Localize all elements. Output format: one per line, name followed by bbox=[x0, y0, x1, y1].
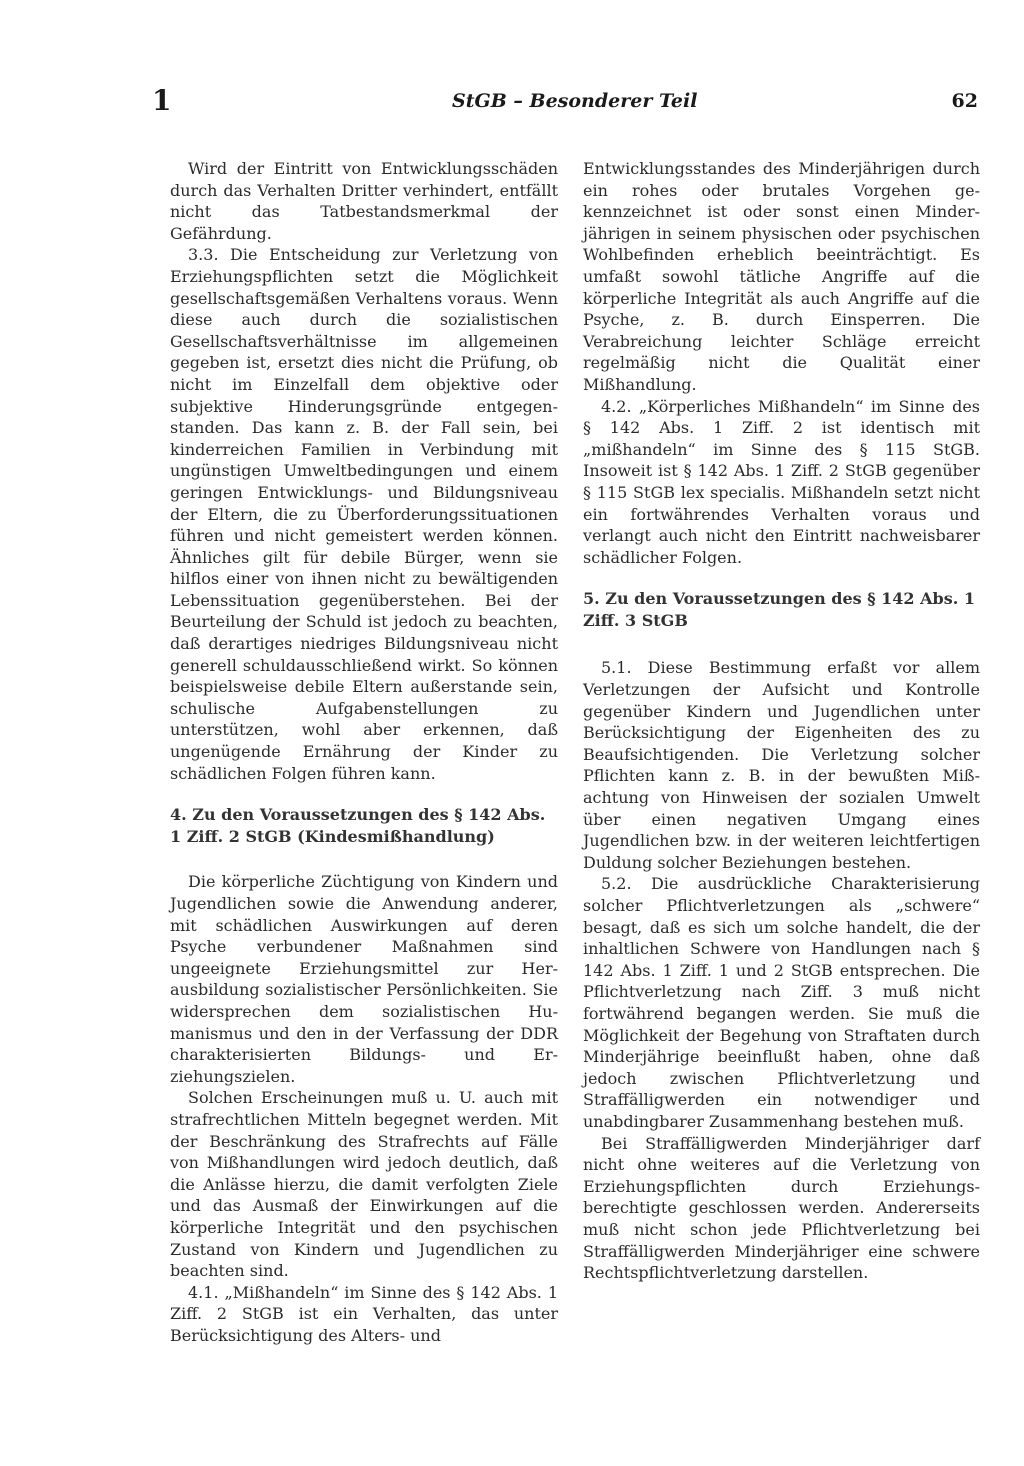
page-header bbox=[152, 84, 978, 124]
paragraph-5-2: 5.2. Die ausdrückliche Charakterisierung solcher Pflichtverletzungen als „schwere“ besagt, daß es sich um solche handelt, die der inhaltlichen Schwere von Handlungen nach § 142 Abs. 1 Ziff. 1 und 2 StGB entsprechen. Die Pflichtverletzung nach Ziff. 3 muß nicht fortwährend begangen werden. Sie muß die Möglichkeit der Begehung von Straftaten durch Minderjährige beeinflußt haben, ohne daß jedoch zwischen Pflichtverletzung und Straffälligwerden ein notwendiger und unabdingbarer Zusammenhang bestehen muß. bbox=[583, 874, 980, 1131]
paragraph-continued: Entwicklungsstandes des Minderjährigen durch ein rohes oder brutales Vorgehen gekennzeichnet ist oder sonst einen Minderjährigen in seinem physischen oder psychischen Wohlbefinden erheblich beeinträchtigt. Es umfaßt sowohl tätliche Angriffe auf die körperliche Integrität als auch Angriffe auf die Psyche, z. B. durch Einsperren. Die Verabreichung leichter Schläge erreicht regelmäßig nicht die Qualität einer Mißhandlung. bbox=[583, 159, 980, 394]
paragraph-4-2: 4.2. „Körperliches Mißhandeln“ im Sinne des § 142 Abs. 1 Ziff. 2 ist identisch mit „mißhandeln“ im Sinne des § 115 StGB. Insoweit ist § 142 Abs. 1 Ziff. 2 StGB gegenüber § 115 StGB lex specialis. Mißhandeln setzt nicht ein fortwährendes Verhalten voraus und verlangt auch nicht den Eintritt nachweisbarer schädlicher Folgen. bbox=[583, 396, 980, 567]
section-heading-4: 4. Zu den Voraussetzungen des § 142 Abs. 1 Ziff. 2 StGB (Kindesmißhandlung) bbox=[170, 805, 546, 846]
paragraph: Solchen Erscheinungen muß u. U. auch mit strafrechtlichen Mitteln begegnet werden. Mit der Beschränkung des Strafrechts auf Fälle von Mißhandlungen wird jedoch deutlich, daß die Anlässe hierzu, die damit verfolgten Ziele und das Ausmaß der Einwirkungen auf die körperliche Integrität und den psychischen Zustand von Kindern und Jugendlichen zu beachten sind. bbox=[170, 1088, 558, 1281]
left-column bbox=[170, 158, 558, 1346]
paragraph: Die körperliche Züchtigung von Kindern und Jugendlichen sowie die Anwendung anderer, mit schädlichen Auswirkungen auf deren Psyche verbundener Maßnahmen sind ungeeignete Erziehungsmittel zur Herausbildung sozialistischer Persönlichkeiten. Sie widersprechen dem sozialistischen Humanismus und den in der Verfassung der DDR charakterisierten Bildungs- und Erziehungszielen. bbox=[170, 872, 558, 1086]
paragraph-3-3: 3.3. Die Entscheidung zur Verletzung von Erziehungspflichten setzt die Möglichkeit gesellschaftsgemäßen Verhaltens voraus. Wenn diese auch durch die sozialistischen Gesellschaftsverhältnisse im allgemeinen gegeben ist, ersetzt dies nicht die Prüfung, ob nicht im Einzelfall dem objektive oder subjektive Hinderungsgründe entgegenstanden. Das kann z. B. der Fall sein, bei kinderreichen Familien in Verbindung mit ungünstigen Umweltbedingungen und einem geringen Entwicklungs- und Bildungsniveau der Eltern, die zu Überforderungssituationen führen und nicht gemeistert werden können. Ähnliches gilt für debile Bürger, wenn sie hilflos einer von ihnen nicht zu bewältigenden Lebenssituation gegenüberstehen. Bei der Beurteilung der Schuld ist jedoch zu beachten, daß derartiges niedriges Bildungsniveau nicht generell schuldausschließend wirkt. So können beispielsweise debile Eltern außerstande sein, schulische Aufgabenstellungen zu unterstützen, wohl aber erkennen, daß ungenügende Ernährung der Kinder zu schädlichen Folgen führen kann. bbox=[170, 245, 558, 783]
section-marker: 1 bbox=[152, 84, 172, 117]
paragraph-5-1: 5.1. Diese Bestimmung erfaßt vor allem Verletzungen der Aufsicht und Kontrolle gegenüber Kindern und Jugendlichen unter Berücksichtigung der Eigenheiten des zu Beaufsichtigenden. Die Verletzung solcher Pflichten kann z. B. in der bewußten Mißachtung von Hinweisen der sozialen Umwelt über einen negativen Umgang eines Jugendlichen bzw. in der weiteren leichtfertigen Duldung solcher Beziehungen bestehen. bbox=[583, 658, 980, 872]
page-number: 62 bbox=[951, 90, 978, 112]
paragraph: Wird der Eintritt von Entwicklungsschäden durch das Verhalten Dritter verhindert, entfällt nicht das Tatbestandsmerkmal der Gefährdung. bbox=[170, 159, 558, 243]
paragraph: Bei Straffälligwerden Minderjähriger darf nicht ohne weiteres auf die Verletzung von Erziehungspflichten durch Erziehungsberechtigte geschlossen werden. Andererseits muß nicht schon jede Pflichtverletzung bei Straffälligwerden Minderjähriger eine schwere Rechtspflichtverletzung darstellen. bbox=[583, 1133, 980, 1283]
running-title: StGB – Besonderer Teil bbox=[452, 90, 698, 112]
paragraph-4-1: 4.1. „Mißhandeln“ im Sinne des § 142 Abs. 1 Ziff. 2 StGB ist ein Verhalten, das unter Berücksichtigung des Alters- und bbox=[170, 1282, 558, 1345]
section-heading-5: 5. Zu den Voraussetzungen des § 142 Abs. 1 Ziff. 3 StGB bbox=[583, 589, 976, 630]
right-column bbox=[583, 158, 980, 1284]
